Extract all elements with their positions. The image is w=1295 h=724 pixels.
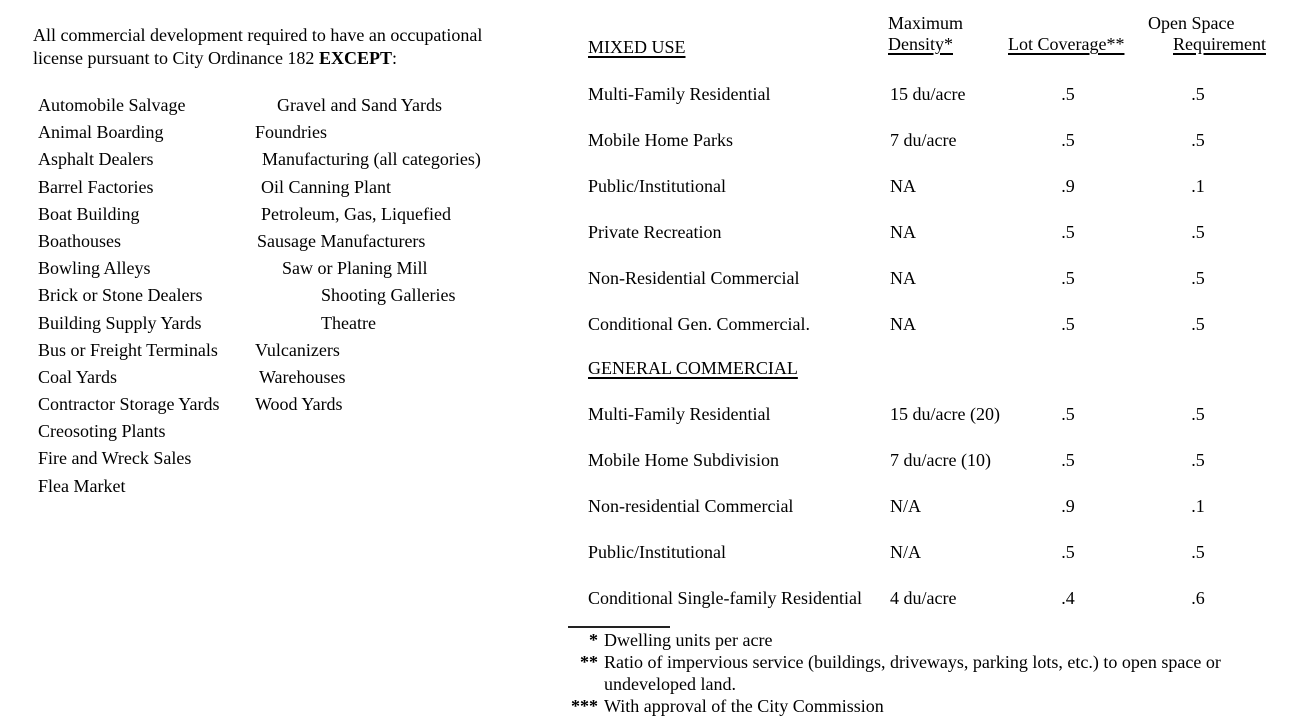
density-cell: NA <box>890 222 916 242</box>
use-cell: Multi-Family Residential <box>588 84 771 104</box>
use-cell: Non-Residential Commercial <box>588 268 800 288</box>
table-row <box>588 314 1268 360</box>
mixed-use-rows <box>588 84 1268 360</box>
requirement-header: Requirement <box>1173 34 1266 54</box>
footnotes <box>566 626 1290 717</box>
intro-line-2-text: license pursuant to City Ordinance 182 <box>33 48 319 68</box>
footnote-marker: * <box>589 630 598 650</box>
density-cell: N/A <box>890 542 921 562</box>
intro-line-2 <box>33 47 482 70</box>
intro-line-2-colon: : <box>391 48 397 68</box>
use-cell: Conditional Gen. Commercial. <box>588 314 810 334</box>
maximum-header: Maximum <box>888 13 963 33</box>
intro-line-1: All commercial development required to have an occupational <box>33 25 483 45</box>
footnote-marker: ** <box>580 652 598 672</box>
density-cell: 15 du/acre <box>890 84 966 104</box>
open-space-cell: .5 <box>1191 222 1205 242</box>
list-item: Theatre <box>321 312 376 333</box>
coverage-cell: .9 <box>1061 176 1075 196</box>
coverage-cell: .5 <box>1061 130 1075 150</box>
open-space-cell: .5 <box>1191 84 1205 104</box>
density-cell: 7 du/acre (10) <box>890 450 991 470</box>
coverage-cell: .5 <box>1061 450 1075 470</box>
list-item: Fire and Wreck Sales <box>38 448 192 469</box>
list-item: Boat Building <box>38 203 140 224</box>
open-space-cell: .5 <box>1191 268 1205 288</box>
open-space-cell: .5 <box>1191 450 1205 470</box>
footnote <box>566 695 1290 717</box>
use-cell: Conditional Single-family Residential <box>588 588 862 608</box>
list-item: Asphalt Dealers <box>38 149 154 170</box>
use-cell: Private Recreation <box>588 222 722 242</box>
table-row <box>588 450 1268 496</box>
footnote-text: With approval of the City Commission <box>604 696 884 716</box>
footnote <box>566 629 1290 651</box>
open-space-cell: .6 <box>1191 588 1205 608</box>
coverage-cell: .4 <box>1061 588 1075 608</box>
general-commercial-section-heading: GENERAL COMMERCIAL <box>588 358 798 378</box>
list-item: Boathouses <box>38 230 121 251</box>
use-cell: Mobile Home Subdivision <box>588 450 780 470</box>
density-cell: 4 du/acre <box>890 588 957 608</box>
open-space-cell: .5 <box>1191 542 1205 562</box>
exceptions-list-column-2 <box>255 92 481 418</box>
use-cell: Public/Institutional <box>588 542 726 562</box>
table-row <box>588 130 1268 176</box>
table-row <box>588 222 1268 268</box>
table-row <box>588 404 1268 450</box>
list-item: Petroleum, Gas, Liquefied <box>261 203 451 224</box>
table-row <box>588 268 1268 314</box>
open-space-cell: .1 <box>1191 496 1205 516</box>
table-row <box>588 542 1268 588</box>
footnote-text: Ratio of impervious service (buildings, driveways, parking lots, etc.) to open space or undeveloped land. <box>604 652 1221 694</box>
footnote-rule <box>568 626 670 628</box>
open-space-header: Open Space <box>1148 13 1235 33</box>
density-cell: NA <box>890 268 916 288</box>
coverage-cell: .5 <box>1061 314 1075 334</box>
mixed-use-section-heading: MIXED USE <box>588 37 686 57</box>
list-item: Shooting Galleries <box>321 285 456 306</box>
list-item: Building Supply Yards <box>38 312 202 333</box>
table-row <box>588 496 1268 542</box>
use-cell: Non-residential Commercial <box>588 496 794 516</box>
coverage-cell: .5 <box>1061 542 1075 562</box>
list-item: Vulcanizers <box>255 339 340 360</box>
density-cell: NA <box>890 314 916 334</box>
list-item: Contractor Storage Yards <box>38 394 220 415</box>
table-row <box>588 84 1268 130</box>
density-cell: 7 du/acre <box>890 130 957 150</box>
footnote-marker: *** <box>571 696 598 716</box>
exceptions-list-column-1 <box>38 92 219 500</box>
list-item: Foundries <box>255 122 327 143</box>
open-space-cell: .5 <box>1191 130 1205 150</box>
coverage-cell: .5 <box>1061 222 1075 242</box>
list-item: Wood Yards <box>255 394 343 415</box>
general-commercial-rows <box>588 404 1268 634</box>
except-emphasis: EXCEPT <box>318 48 392 68</box>
list-item: Bowling Alleys <box>38 258 151 279</box>
density-cell: N/A <box>890 496 921 516</box>
list-item: Gravel and Sand Yards <box>277 95 442 115</box>
list-item: Sausage Manufacturers <box>257 230 426 251</box>
list-item: Animal Boarding <box>38 122 164 143</box>
use-cell: Multi-Family Residential <box>588 404 771 424</box>
list-item: Flea Market <box>38 475 126 496</box>
open-space-cell: .5 <box>1191 404 1205 424</box>
coverage-cell: .5 <box>1061 404 1075 424</box>
use-cell: Mobile Home Parks <box>588 130 733 150</box>
list-item: Manufacturing (all categories) <box>262 149 481 170</box>
footnote <box>566 651 1290 695</box>
density-cell: 15 du/acre (20) <box>890 404 1000 424</box>
coverage-cell: .9 <box>1061 496 1075 516</box>
density-cell: NA <box>890 176 916 196</box>
intro-paragraph <box>33 24 482 70</box>
list-item: Saw or Planing Mill <box>282 258 428 279</box>
list-item: Brick or Stone Dealers <box>38 285 203 306</box>
list-item: Warehouses <box>259 366 346 387</box>
list-item: Creosoting Plants <box>38 421 166 442</box>
use-cell: Public/Institutional <box>588 176 726 196</box>
list-item: Bus or Freight Terminals <box>38 339 218 360</box>
coverage-cell: .5 <box>1061 268 1075 288</box>
footnote-text: Dwelling units per acre <box>604 630 773 650</box>
table-row <box>588 176 1268 222</box>
open-space-cell: .1 <box>1191 176 1205 196</box>
list-item: Oil Canning Plant <box>261 176 391 197</box>
open-space-cell: .5 <box>1191 314 1205 334</box>
list-item: Barrel Factories <box>38 176 154 197</box>
list-item: Coal Yards <box>38 366 118 387</box>
coverage-cell: .5 <box>1061 84 1075 104</box>
list-item: Automobile Salvage <box>38 95 186 115</box>
density-header: Density* <box>888 34 953 54</box>
lot-coverage-header: Lot Coverage** <box>1008 34 1125 54</box>
